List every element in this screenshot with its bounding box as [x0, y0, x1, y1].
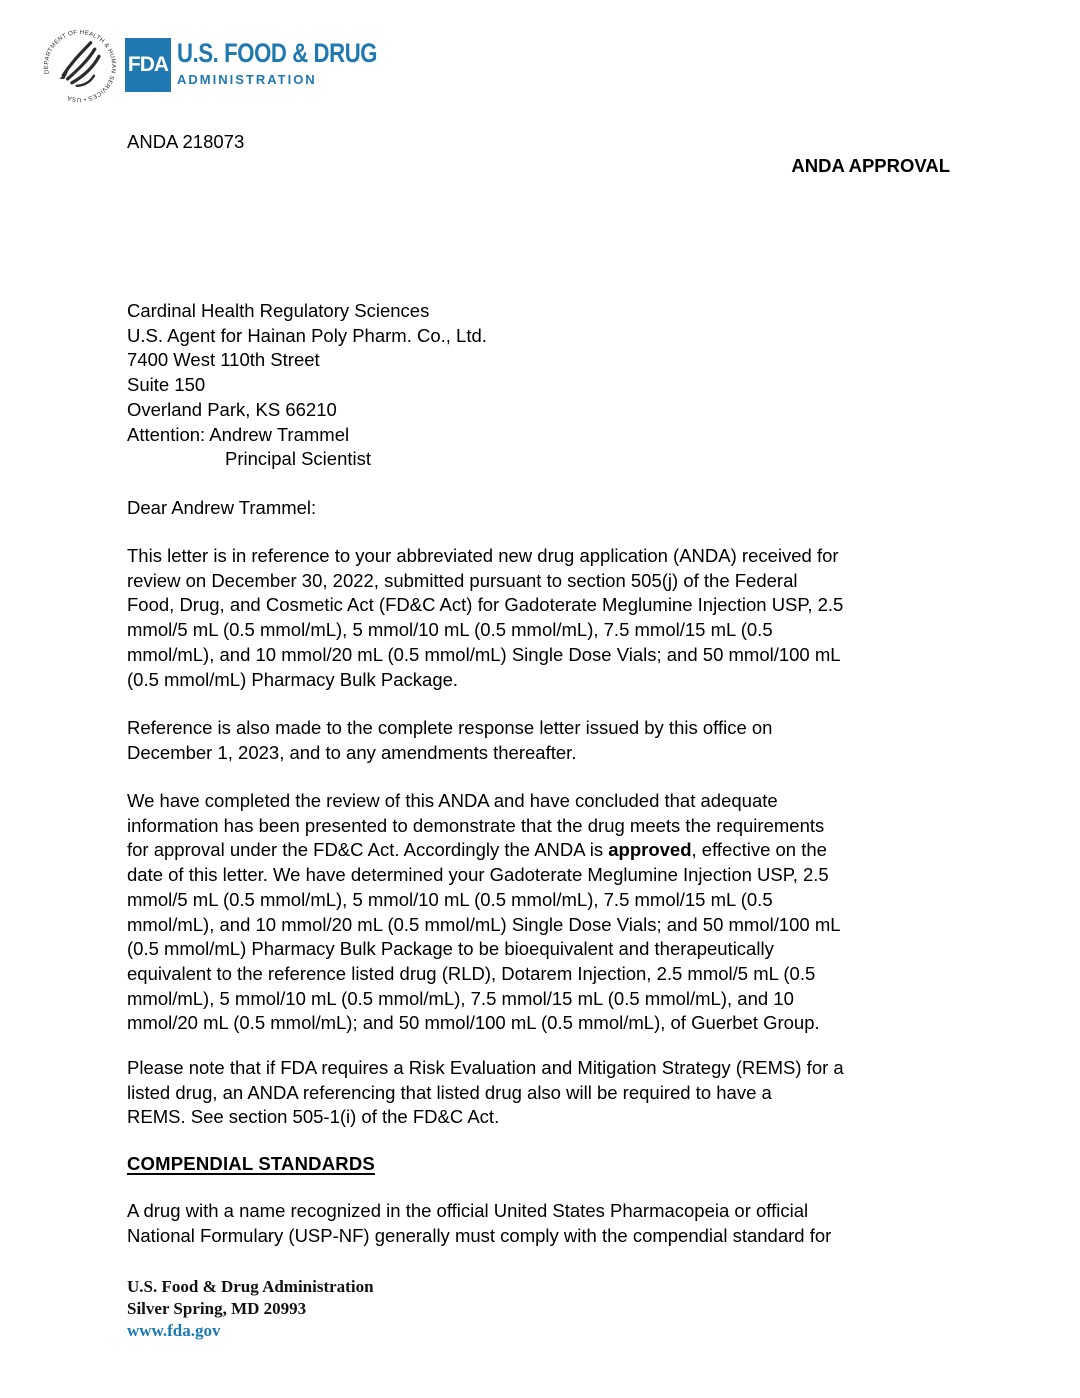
- paragraph-complete-response: Reference is also made to the complete response letter issued by this office on December 1, 2023, and to any amendments thereafter.: [127, 717, 773, 763]
- approval-text-before: We have completed the review of this ANDA and have concluded that adequate information has been presented to demonstrate that the drug meets the requirements for approval under the FD&C Act. Accordingly the ANDA is: [127, 790, 825, 861]
- fda-logo-square: [125, 38, 171, 92]
- fda-wordmark: [177, 38, 421, 87]
- letterhead: [40, 24, 640, 109]
- page-footer: [127, 1276, 374, 1342]
- approved-bold-word: approved: [608, 839, 692, 861]
- hhs-seal-icon: [40, 26, 120, 106]
- paragraph-approval-determination: [127, 789, 957, 1036]
- paragraph-application-reference: This letter is in reference to your abbreviated new drug application (ANDA) received for review on December 30, 2022, submitted pursuant to section 505(j) of the Federal Food, Drug, and Cosmetic Act (FD&C Act) for Gadoterate Meglumine Injection USP, 2.5 mmol/5 mL (0.5 mmol/mL), 5 mmol/10 mL (0.5 mmol/mL), 7.5 mmol/15 mL (0.5 mmol/mL), and 10 mmol/20 mL (0.5 mmol/mL) Single Dose Vials; and 50 mmol/100 mL (0.5 mmol/mL) Pharmacy Bulk Package.: [127, 545, 844, 690]
- fda-logo-abbr: FDA: [127, 53, 169, 76]
- footer-fda-link[interactable]: www.fda.gov: [127, 1321, 221, 1340]
- section-heading-compendial-standards: COMPENDIAL STANDARDS: [127, 1153, 375, 1174]
- fda-wordmark-line1: U.S. FOOD & DRUG: [177, 38, 378, 68]
- anda-number: ANDA 218073: [127, 131, 245, 152]
- footer-address: Silver Spring, MD 20993: [127, 1298, 307, 1318]
- salutation: Dear Andrew Trammel:: [127, 497, 317, 518]
- footer-agency: U.S. Food & Drug Administration: [127, 1277, 374, 1296]
- recipient-title-line: Principal Scientist: [225, 448, 372, 470]
- paragraph-compendial: A drug with a name recognized in the official United States Pharmacopeia or official National Formulary (USP-NF) generally must comply with the compendial standard for: [127, 1200, 832, 1246]
- hhs-eagle-icon: [57, 42, 104, 89]
- recipient-address-lines: Cardinal Health Regulatory Sciences U.S. Agent for Hainan Poly Pharm. Co., Ltd. 7400 West 110th Street Suite 150 Overland Park, KS 66210 Attention: Andrew Trammel: [127, 300, 487, 445]
- approval-heading: ANDA APPROVAL: [791, 155, 950, 176]
- recipient-address: [127, 299, 957, 472]
- fda-wordmark-line2: ADMINISTRATION: [177, 72, 317, 87]
- approval-text-after: , effective on the date of this letter. We have determined your Gadoterate Meglumine Injection USP, 2.5 mmol/5 mL (0.5 mmol/mL), 5 mmol/10 mL (0.5 mmol/mL), 7.5 mmol/15 mL (0.5 mmol/mL), and 10 mmol/20 mL (0.5 mmol/mL) Single Dose Vials; and 50 mmol/100 mL (0.5 mmol/mL) Pharmacy Bulk Package to be bioequivalent and therapeutically equivalent to the reference listed drug (RLD), Dotarem Injection, 2.5 mmol/5 mL (0.5 mmol/mL), 5 mmol/10 mL (0.5 mmol/mL), 7.5 mmol/15 mL (0.5 mmol/mL), and 10 mmol/20 mL (0.5 mmol/mL); and 50 mmol/100 mL (0.5 mmol/mL), of Guerbet Group.: [127, 839, 841, 1034]
- hhs-seal-text: DEPARTMENT OF HEALTH & HUMAN SERVICES • USA: [42, 28, 118, 104]
- paragraph-rems: Please note that if FDA requires a Risk Evaluation and Mitigation Strategy (REMS) for a listed drug, an ANDA referencing that listed drug also will be required to have a REMS. See section 505-1(i) of the FD&C Act.: [127, 1057, 844, 1128]
